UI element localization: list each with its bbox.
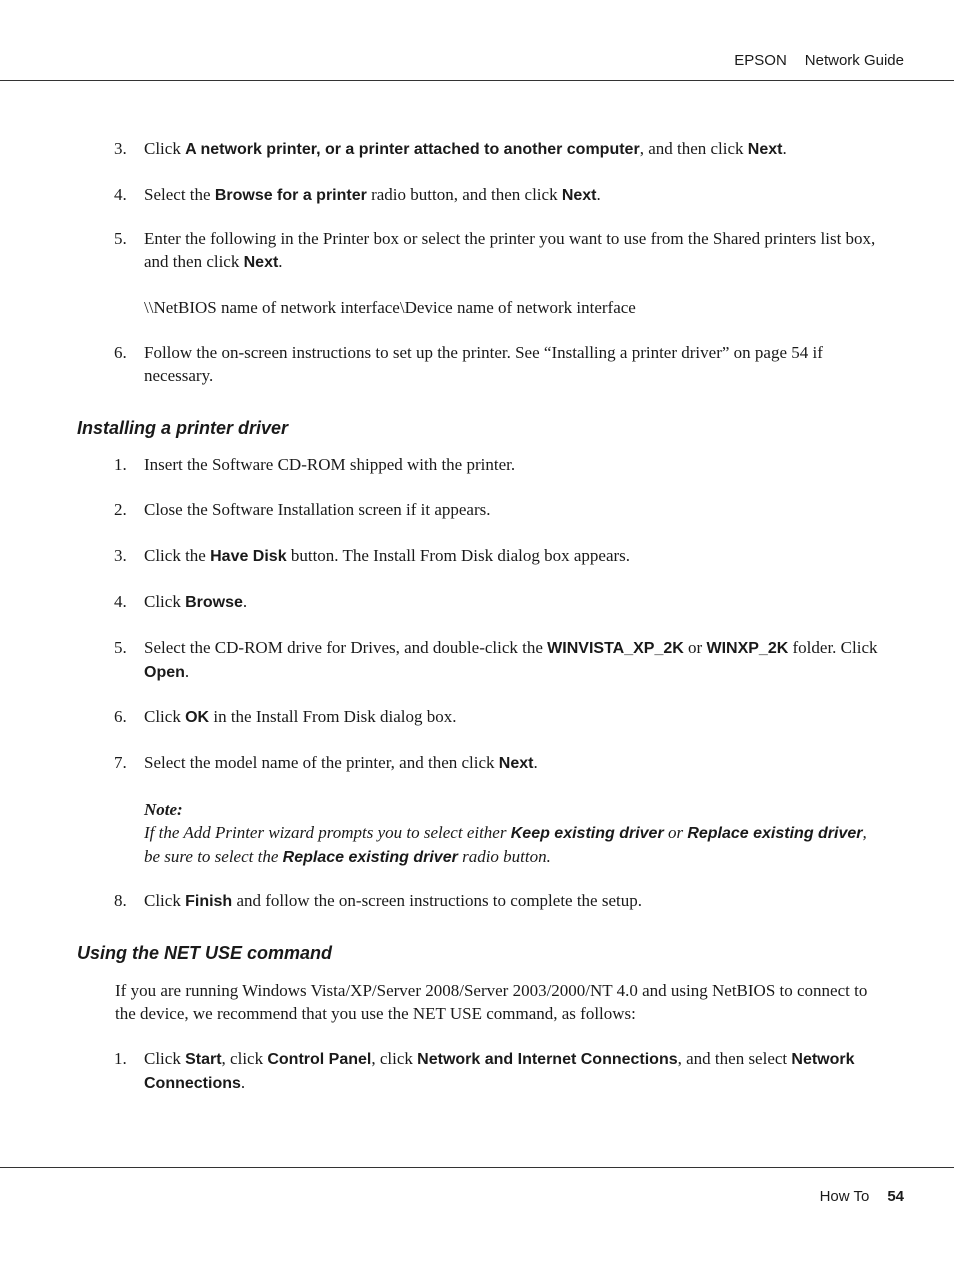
ui-label: Open: [144, 663, 185, 681]
netbios-path-example: \\NetBIOS name of network interface\Device name of network interface: [144, 298, 636, 317]
ui-label: Browse for a printer: [214, 187, 367, 204]
list-item: 2. Close the Software Installation screen if it appears.: [114, 500, 491, 519]
ui-label: Have Disk: [210, 548, 287, 565]
ui-label: Browse: [185, 594, 243, 611]
ui-label: OK: [185, 709, 210, 726]
ui-label: Control Panel: [267, 1051, 372, 1068]
ui-label: Next: [561, 187, 597, 204]
footer-section: How To: [819, 1188, 870, 1205]
footer-rule: [0, 1167, 954, 1168]
step-4-browse-for-printer: 4. Select the Browse for a printer radio button, and then click Next.: [114, 185, 601, 204]
list-item: 1. Click Start, click Control Panel, click Network and Internet Connections, and then select Network Connections.: [114, 1049, 855, 1092]
list-item: 6. Click OK in the Install From Disk dialog box.: [114, 707, 457, 726]
page-number: 54: [887, 1188, 904, 1205]
step-5-enter-printer-path: 5. Enter the following in the Printer box or select the printer you want to use from the Shared printers list box, and then click Next.: [114, 229, 876, 271]
list-item: 5. Select the CD-ROM drive for Drives, and double-click the WINVISTA_XP_2K or WINXP_2K folder. Click Open.: [114, 638, 878, 681]
note-box: [144, 798, 884, 869]
note-title: Note:: [144, 800, 183, 819]
ui-label: WINVISTA_XP_2K: [547, 640, 684, 657]
section-heading-installing-driver: Installing a printer driver: [77, 418, 289, 438]
ui-label: Next: [747, 141, 783, 158]
ui-label: A network printer, or a printer attached to another computer: [185, 141, 640, 158]
note-body: If the Add Printer wizard prompts you to select either Keep existing driver or Replace existing driver, be sure to select the Replace existing driver radio button.: [144, 823, 867, 866]
list-item: 1. Insert the Software CD-ROM shipped with the printer.: [114, 455, 516, 474]
step-6-follow-instructions: 6. Follow the on-screen instructions to set up the printer. See “Installing a printer driver” on page 54 if necessary.: [114, 343, 823, 385]
step-3-select-network-printer: 3. Click A network printer, or a printer attached to another computer, and then click Next.: [114, 139, 787, 158]
ui-label: WINXP_2K: [706, 640, 789, 657]
list-item: 4. Click Browse.: [114, 592, 248, 611]
ui-label: Network Connections: [144, 1051, 855, 1092]
ui-label: Finish: [185, 893, 233, 910]
net-use-intro: If you are running Windows Vista/XP/Server 2008/Server 2003/2000/NT 4.0 and using NetBIOS to connect to the device, we recommend that you use the NET USE command, as follows:: [115, 981, 868, 1023]
list-item: 8. Click Finish and follow the on-screen instructions to complete the setup.: [114, 891, 642, 910]
ui-label: Network and Internet Connections: [417, 1051, 678, 1068]
page-header: [734, 52, 904, 69]
ui-label: Start: [185, 1051, 222, 1068]
section-heading-net-use: Using the NET USE command: [77, 943, 333, 963]
header-guide-title: Network Guide: [804, 52, 904, 69]
header-brand: EPSON: [734, 52, 787, 69]
header-rule: [0, 80, 954, 81]
list-item: 7. Select the model name of the printer, and then click Next.: [114, 753, 538, 772]
list-item: 3. Click the Have Disk button. The Install From Disk dialog box appears.: [114, 546, 631, 565]
ui-label: Next: [498, 755, 534, 772]
page-footer: [820, 1188, 904, 1205]
ui-label: Next: [243, 253, 279, 271]
